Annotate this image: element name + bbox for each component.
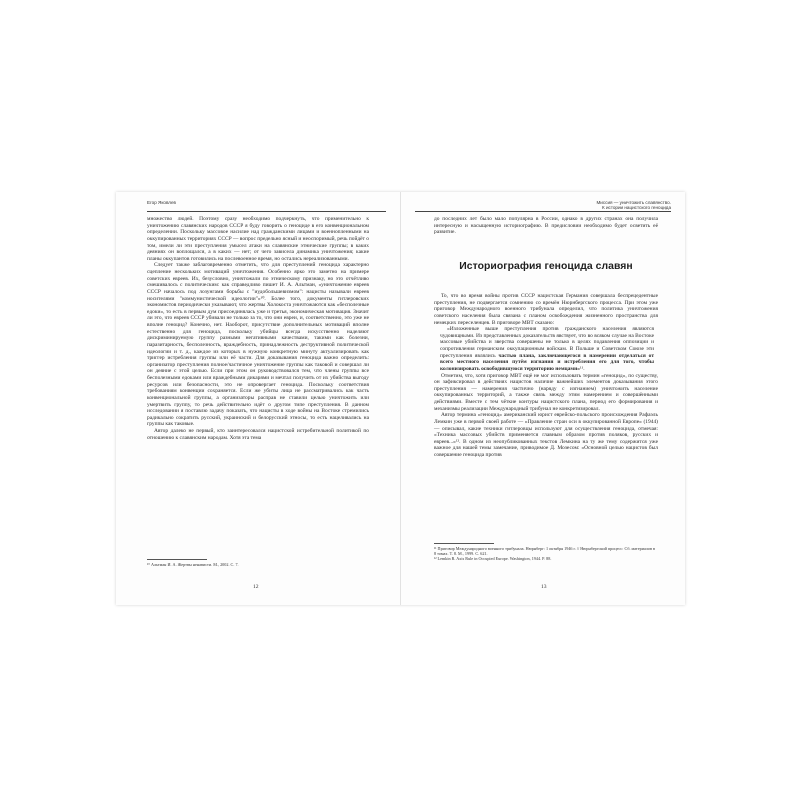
right-page: [401, 192, 685, 605]
paragraph: Автор термина «геноцид» американский юрист еврейско-польского происхождения Рафаэль Лемкин уже в первой своей работе — «Правление стран оси в оккупированной Европе» (1944) — описывал, какие техники гитлеровцы используют для осуществления геноцида, отмечая: «Техника массовых убийств применяется главным образом против поляков, русских и евреев...»¹². В одном из неопубликованных текстов Лемкина на ту же тему содержится уже важное для нашей темы замечание, приводимое Д. Мозесом: «Основной целью нацистов был совершение геноцида против: [434, 412, 658, 458]
footnote-rule: [147, 559, 207, 560]
book-spread: [116, 192, 685, 605]
quote-text: «Изложенные выше преступления против гражданского населения являются чудовищными. Из представленных доказательств явствует, что во всяком случае на Востоке массовые убийства и зверства совершены не только в целях подавления оппозиции и сопротивления германским оккупационным войскам. В Польше и Советском Союзе эти преступления являлись: [440, 326, 654, 359]
footnotes: [147, 562, 369, 567]
running-head-title: [596, 200, 671, 210]
chapter-title: Историография геноцида славян: [459, 261, 633, 272]
verdict-quote: [434, 326, 658, 372]
paragraph: множество людей. Поэтому сразу необходимо подчеркнуть, что применительно к уничтожению славянских народов СССР я буду говорить о геноциде в его конвенциональном определении. Поскольку массовое насилие над гражданскими лицами и военнопленными на оккупированных территориях СССР — вопрос предельно ясный и неоспоримый, речь пойдёт о том, имели ли эти преступления умысел атаки на славянские этнические группы; в каких деяниях он воплощался, а в каких — нет; от чего зависела динамика уничтожения; какие планы оккупантов готовились на послевоенное время, но остались нереализованными.: [147, 216, 369, 262]
paragraph: до последних лет было мало популярна в России, однако в других странах она получила интересную и насыщенную историографию. В предисловии необходимо будет осветить её развитие.: [434, 216, 658, 236]
header-rule: [415, 211, 671, 212]
footnote: ¹⁰ Альтман И. А. Жертвы ненависти. М., 2002. С. 7.: [147, 562, 239, 567]
left-page: [116, 192, 400, 605]
right-page-body: [434, 293, 658, 459]
page-number: 13: [541, 584, 547, 590]
header-rule: [147, 211, 386, 212]
quote-bold-text: частью плана, заключающегося в намерении отделаться от всего местного населения путём изгнания и истребления его для того, чтобы колонизировать освободившуюся территорию немцами»: [440, 352, 655, 372]
footnote: ¹¹ Приговор Международного военного трибунала. Нюрнберг: 1 октября 1946 г. // Нюрнбергский процесс: Сб. материалов в 8 томах. Т. 8. М., 1999. С. 621.: [434, 546, 656, 557]
paragraph: Автор далеко не первый, кто заинтересовался нацистской истребительной политикой по отношению к славянским народам. Хотя эта тема: [147, 428, 369, 441]
paragraph: Отметим, что, хотя приговор МВТ ещё не мог использовать термин «геноцид», по существу, он зафиксировал в действиях нацистов наличие важнейших элементов доказывания этого преступления — намерения частично (наряду с изгнанием) уничтожить население оккупированных территорий, а также связь между этим намерением и совершёнными действиями. Вместе с тем чёткие контуры нацистского плана, период его формирования и механизмы реализации Международный трибунал не конкретизировал.: [434, 372, 658, 412]
running-head-line: Миссия — уничтожить славянство.: [596, 200, 671, 205]
paragraph: Следует также заблаговременно отметить, что для преступлений геноцида характерно сцепление нескольких мотиваций уничтожения. Особенно ярко это заметно на примере советских евреев. Их, безусловно, уничтожали по этническому признаку, но это отчётливо смешивалось с политическим: как справедливо пишет И. А. Альтман, «уничтожение евреев СССР началось под лозунгами борьбы с "иудобольшевизмом": нацисты называли евреев носителями "коммунистической идеологии"»¹⁰. Более того, документы гитлеровских экономистов периодически указывают, что жертвы Холокоста уничтожаются как «бесполезные едоки», то есть в первым дум присоединялась уже и третья, экономическая мотивация. Значит ли это, что евреев СССР убивали не только за то, что они евреи, и, соответственно, это уже не вполне геноцид? Конечно, нет. Наоборот, присутствие дополнительных мотиваций вполне естественно для геноцида, поскольку убийцы всегда искусственно наделяют дискриминируемую группу разными негативными качествами, такими как болезни, паразитарность, бесполезность, враждебность, принадлежность деструктивной политической идеологии и т. д., каждое из которых в нужную конкретную минуту актуализировать как триггер истребления группы или её части. Для доказывания геноцида важно определить: организатор преступления полное/частичное уничтожение группы как таковой и совершал ли он деяние с этой целью. Если при этом он руководствовался тем, что члены группы все бесполезными едоками или враждебными дикарями и мечтал получить от их убийства выгоду ресурсов или безопасности, это не опровергает геноцида. Поскольку соответствия требованиям конвенции сохраняется. Если же убиты лица не рассматривались как часть конвенциональной группы, а организаторы расправ не ставили целью уничтожить или умертвить группу, то речь действительно идёт о другом типе преступления. В данном исследовании я поставлю задачу показать, что нацисты в ходе войны на Востоке стремились радикально сократить русский, украинский и белорусский этносы, то есть нацеливались на группы как таковые.: [147, 262, 369, 428]
running-head-line: К истории нацистского геноцида: [602, 205, 671, 211]
footnote-rule: [434, 543, 494, 544]
running-head-author: Егор Яковлев: [147, 200, 176, 205]
footnote: ¹² Lemkin R. Axis Rule in Occupied Europe. Washington, 1944. P. 88.: [434, 556, 552, 562]
footnote-ref: ¹¹.: [579, 365, 585, 372]
paragraph: То, что во время войны против СССР нацистская Германия совершала беспрецедентные преступления, не подвергается сомнению со времён Нюрнбергского процесса. При этом уже приговор Международного военного трибунала определил, что политика уничтожения советского населения была связана с планом освобождения жизненного пространства для немецких переселенцев. В приговоре МВТ сказано:: [434, 293, 658, 326]
footnotes: [434, 546, 658, 562]
page-number: 12: [253, 584, 259, 590]
right-page-intro: [434, 216, 658, 236]
left-page-body: [147, 216, 369, 441]
